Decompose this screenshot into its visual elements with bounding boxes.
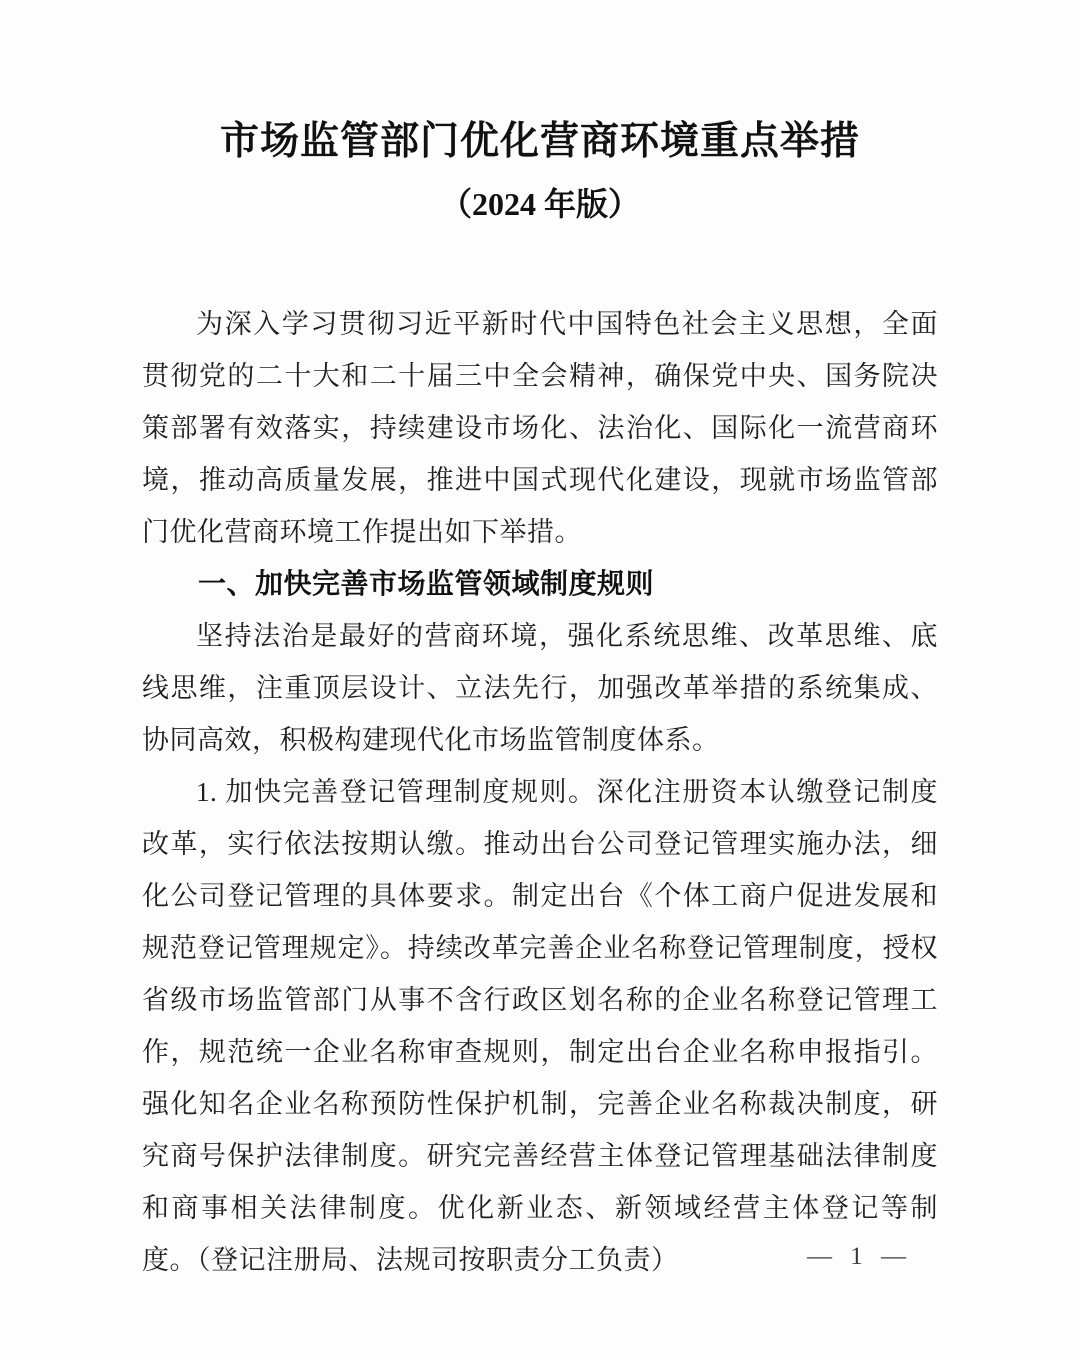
paragraph-item-1: 1. 加快完善登记管理制度规则。深化注册资本认缴登记制度改革，实行依法按期认缴。推动出台公司登记管理实施办法，细化公司登记管理的具体要求。制定出台《个体工商户促进发展和规范登记管理规定》。持续改革完善企业名称登记管理制度，授权省级市场监管部门从事不含行政区划名称的企业名称登记管理工作，规范统一企业名称审查规则，制定出台企业名称申报指引。强化知名企业名称预防性保护机制，完善企业名称裁决制度，研究商号保护法律制度。研究完善经营主体登记管理基础法律制度和商事相关法律制度。优化新业态、新领域经营主体登记等制度。（登记注册局、法规司按职责分工负责） bbox=[142, 777, 938, 1275]
document-body bbox=[142, 298, 938, 1286]
document-title: 市场监管部门优化营商环境重点举措 bbox=[219, 120, 860, 163]
paragraph-section-intro: 坚持法治是最好的营商环境，强化系统思维、改革思维、底线思维，注重顶层设计、立法先行，加强改革举措的系统集成、协同高效，积极构建现代化市场监管制度体系。 bbox=[142, 621, 938, 755]
page-number: — 1 — bbox=[807, 1243, 912, 1270]
paragraph-preamble: 为深入学习贯彻习近平新时代中国特色社会主义思想，全面贯彻党的二十大和二十届三中全会精神，确保党中央、国务院决策部署有效落实，持续建设市场化、法治化、国际化一流营商环境，推动高质量发展，推进中国式现代化建设，现就市场监管部门优化营商环境工作提出如下举措。 bbox=[142, 309, 938, 547]
section-heading-1: 一、加快完善市场监管领域制度规则 bbox=[198, 568, 655, 599]
document-subtitle: （2024 年版） bbox=[439, 186, 640, 222]
